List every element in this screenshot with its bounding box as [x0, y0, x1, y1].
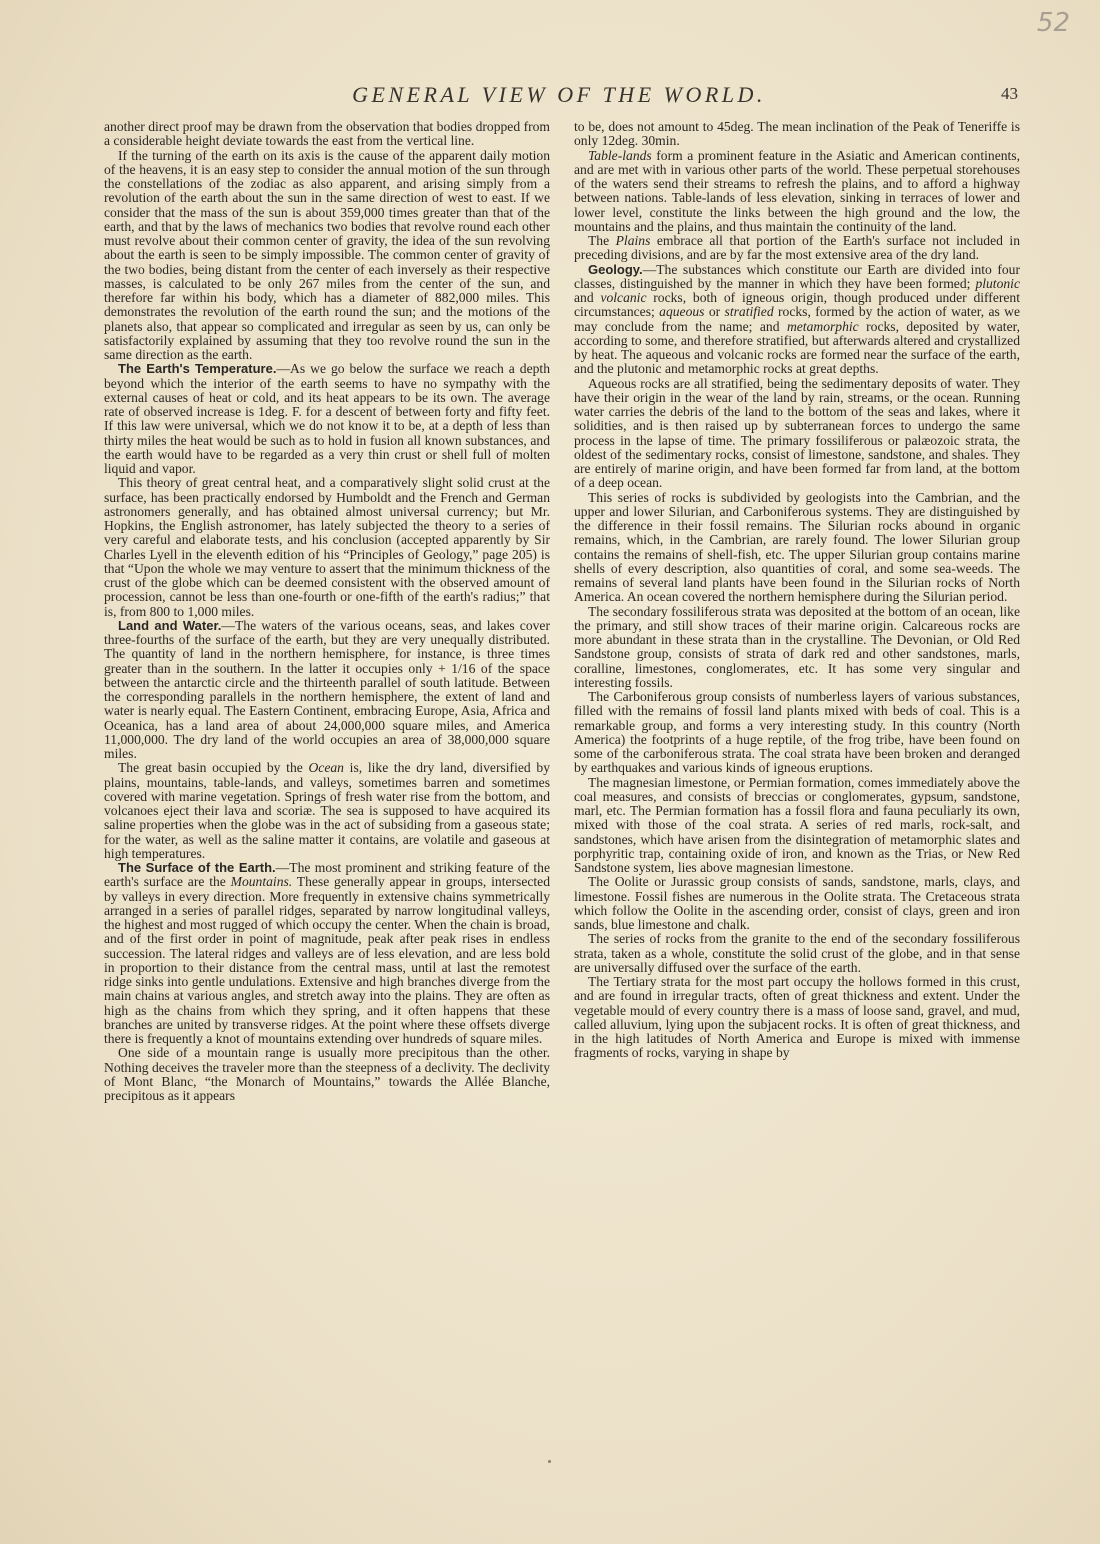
italic-term: plutonic: [975, 275, 1020, 291]
paragraph-text: These generally appear in groups, intersected by valleys in every direction. More frequently in extensive chains symmetrically arranged in a series of parallel ridges, separated by narrow longitudinal valleys, the highest and most rugged of which occupy the center. When the chain is broad, and of the first order in point of magnitude, peak after peak rises in endless succession. The lateral ridges and valleys are of less elevation, and are less bold in proportion to their distance from the central mass, until at last the remotest ridge sinks into gentle undulations. Extensive and high branches diverge from the main chains at various angles, and stretch away into the plains. They are often as high as the chains from which they spring, and it often happens that these branches are united by transverse ridges. At the point where these offsets diverge there is frequently a knot of mountains extending over hundreds of square miles.: [104, 874, 550, 1046]
paragraph: [574, 234, 1020, 263]
page-number: 43: [1001, 84, 1018, 103]
paragraph: [104, 362, 550, 476]
italic-term: aqueous: [659, 304, 705, 320]
paragraph: The Oolite or Jurassic group consists of sands, sandstone, marls, clays, and limestone. Fossil fishes are numerous in the Oolite strata. The Cretaceous strata which follow the Oolite in the ascending order, consist of clays, green and iron sands, blue limestone and chalk.: [574, 874, 1020, 932]
paragraph-text: rocks, deposited by water, according to some, and therefore stratified, but afterwards altered and crystallized by heat. The aqueous and volcanic rocks are formed near the surface of the earth, and the plutonic and metamorphic rocks at great depths.: [574, 318, 1020, 377]
italic-term: volcanic: [600, 290, 647, 305]
pencil-page-annotation: 52: [1036, 8, 1070, 38]
left-column: [104, 120, 550, 1410]
paragraph-text: is, like the dry land, diversified by plains, mountains, table-lands, and valleys, sometimes barren and sometimes covered with marine vegetation. Springs of fresh water rise from the bottom, and volcanoes eject their lava and scoriæ. The sea is supposed to have acquired its saline properties when the globe was in the act of subsiding from a gaseous state; for the water, as well as the saline matter it contains, are volatile and gaseous at high temperatures.: [104, 760, 550, 861]
paragraph: The magnesian limestone, or Permian formation, comes immediately above the coal measures, and consists of breccias or conglomerates, gypsum, sandstone, marl, etc. The Permian formation has a fossil flora and fauna peculiarly its own, mixed with those of the coal strata. A series of red marls, rock-salt, and sandstones, which have arisen from the disintegration of metamorphic slates and porphyritic trap, containing oxide of iron, and known as the Trias, or New Red Sandstone system, lies above magnesian limestone.: [574, 774, 1020, 875]
paragraph-text: The: [588, 233, 616, 248]
italic-term: metamorphic: [786, 318, 859, 334]
section-heading-geology: Geology.: [588, 261, 643, 277]
paragraph: another direct proof may be drawn from the observation that bodies dropped from a considerable height deviate towards the east from the vertical line.: [104, 120, 550, 149]
paragraph: [104, 619, 550, 762]
paragraph: [574, 149, 1020, 235]
paragraph: to be, does not amount to 45deg. The mean inclination of the Peak of Teneriffe is only 12deg. 30min.: [574, 120, 1020, 149]
italic-term: Mountains.: [230, 874, 293, 890]
running-title: GENERAL VIEW OF THE WORLD.: [352, 82, 766, 107]
paragraph: Aqueous rocks are all stratified, being the sedimentary deposits of water. They have their origin in the wear of the land by rain, streams, or the ocean. Running water carries the debris of the land to the bottom of the seas and lakes, where it solidities, and is then raised up by subterranean forces to undergo the same process in the lapse of time. The primary fossiliferous or palæozoic strata, the oldest of the sedimentary rocks, consist of limestone, sandstone, and shales. They are entirely of marine origin, and have been formed far from land, at the bottom of a deep ocean.: [574, 375, 1020, 491]
paragraph-text: rocks, formed by the action of water, as we may conclude from the name; and: [574, 304, 1020, 334]
paragraph-text: —As we go below the surface we reach a depth beyond which the interior of the earth seems to have no sympathy with the external causes of heat or cold, and its heat appears to be its own. The average rate of observed increase is 1deg. F. for a descent of between forty and fifty feet. If this law were universal, which we do not know it to be, at a depth of less than thirty miles the heat would be such as to hold in fusion all known substances, and the earth would have to be regarded as a very thin crust or shell full of molten liquid and vapor.: [104, 361, 550, 476]
paragraph: The Tertiary strata for the most part occupy the hollows formed in this crust, and are found in irregular tracts, often of great thickness and extent. Under the vegetable mould of every country there is a mass of loose sand, gravel, and mud, called alluvium, lying upon the subjacent rocks. It is often of great thickness, and in the high latitudes of North America and Europe is mixed with immense fragments of rocks, varying in shape by: [574, 974, 1020, 1061]
italic-term: Plains: [615, 233, 651, 248]
paragraph-text: —The most prominent and striking feature of the earth's surface are the: [104, 860, 550, 890]
section-heading-surface: The Surface of the Earth.: [118, 860, 276, 875]
paragraph-text: —The waters of the various oceans, seas, and lakes cover three-fourths of the surface of the earth, but they are very unequally distributed. The quantity of land in the northern hemisphere, for instance, is three times greater than in the southern. In the latter it occupies only + 1/16 of the space between the antarctic circle and the thirteenth parallel of south latitude. Between the corresponding parallels in the northern hemisphere, the extent of land and water is nearly equal. The Eastern Continent, embracing Europe, Asia, Africa and Oceanica, has a land area of about 24,000,000 square miles, and America 11,000,000. The dry land of the world occupies an area of 38,000,000 square miles.: [104, 617, 550, 761]
paragraph-text: embrace all that portion of the Earth's surface not included in preceding divisions, and are by far the most extensive area of the dry land.: [574, 233, 1020, 263]
paragraph-text: —The substances which constitute our Earth are divided into four classes, distinguished by the manner in which they have been formed;: [574, 261, 1020, 291]
paragraph-text: rocks, both of igneous origin, though produced under different circumstances;: [574, 290, 1020, 320]
section-heading-temperature: The Earth's Temperature.: [118, 361, 277, 377]
paragraph: The series of rocks from the granite to the end of the secondary fossiliferous strata, taken as a whole, constitute the solid crust of the globe, and in that sense are universally diffused over the surface of the earth.: [574, 931, 1020, 975]
text-columns: [104, 120, 1020, 1410]
right-column: [574, 120, 1020, 1410]
paragraph-text: or: [704, 304, 725, 320]
section-heading-land-water: Land and Water.: [118, 617, 222, 633]
paragraph-text: form a prominent feature in the Asiatic and American continents, and are met with in various other parts of the world. These perpetual storehouses of the waters send their streams to refresh the plains, and to afford a highway between nations. Table-lands of less elevation, sinking in terraces of lower and lower level, constitute the links between the high ground and the low, the mountains and the plains, and thus maintain the continuity of the land.: [574, 147, 1020, 234]
paragraph-text: and: [574, 290, 601, 305]
paragraph: The secondary fossiliferous strata was deposited at the bottom of an ocean, like the primary, and still show traces of their marine origin. Calcareous rocks are more abundant in these strata than in the crystalline. The Devonian, or Old Red Sandstone group, consists of strata of dark red and other sandstones, marls, coralline, limestones, conglomerates, etc. It has some very singular and interesting fossils.: [574, 603, 1020, 690]
paragraph: If the turning of the earth on its axis is the cause of the apparent daily motion of the heavens, it is an easy step to consider the annual motion of the sun through the constellations of the zodiac as also apparent, and arising simply from a revolution of the earth about the sun in the same direction of west to east. If we consider that the mass of the sun is about 359,000 times greater than that of the earth, and that by the laws of mechanics two bodies that revolve round each other must revolve about their common center of gravity, the idea of the sun revolving about the earth is seen to be simply impossible. The common center of gravity of the two bodies, being distant from the center of each inversely as their respective masses, is calculated to be only 267 miles from the center of the sun, and therefore far within his body, which has a diameter of 882,000 miles. This demonstrates the revolution of the earth round the sun; and the motions of the planets also, that appear so complicated and irregular as seen by us, can only be satisfactorily explained by assuming that they too revolve round the sun in the same direction as the earth.: [104, 147, 550, 362]
paragraph-text: The great basin occupied by the: [118, 760, 309, 776]
running-header: [100, 82, 1018, 110]
paragraph: [104, 861, 550, 1046]
paragraph: [104, 761, 550, 861]
paragraph: [574, 263, 1020, 377]
italic-term: stratified: [724, 304, 774, 320]
italic-term: Table-lands: [588, 147, 652, 163]
paragraph: One side of a mountain range is usually more precipitous than the other. Nothing deceives the traveler more than the steepness of a declivity. The declivity of Mont Blanc, “the Monarch of Mountains,” towards the Allée Blanche, precipitous as it appears: [104, 1045, 550, 1103]
paragraph: The Carboniferous group consists of numberless layers of various substances, filled with the remains of fossil land plants mixed with beds of coal. This is a remarkable group, and forms a very interesting study. In this country (North America) the footprints of a huge reptile, of the frog tribe, have been found on some of the carboniferous strata. The coal strata have been broken and deranged by earthquakes and various kinds of igneous eruptions.: [574, 689, 1020, 776]
paragraph: This theory of great central heat, and a comparatively slight solid crust at the surface, has been practically endorsed by Humboldt and the French and German astronomers generally, and has obtained almost universal currency; but Mr. Hopkins, the English astronomer, has lately subjected the theory to a series of very careful and elaborate tests, and his conclusion (accepted apparently by Sir Charles Lyell in the eleventh edition of his “Principles of Geology,” page 205) is that “Upon the whole we may venture to assert that the minimum thickness of the crust of the globe which can be deemed consistent with the observed amount of procession, cannot be less than one-fourth or one-fifth of the earth's radius;” that is, from 800 to 1,000 miles.: [104, 475, 550, 619]
paragraph: This series of rocks is subdivided by geologists into the Cambrian, and the upper and lower Silurian, and Carboniferous systems. They are distinguished by the difference in their fossil remains. The Silurian rocks abound in organic remains, which, in the Cambrian, are rarely found. The lower Silurian group contains the remains of shell-fish, etc. The upper Silurian group contains marine shells of every description, also quantities of coral, and some sea-weeds. The remains of several land plants have been found in the Silurian rocks of North America. An ocean covered the northern hemisphere during the Silurian period.: [574, 489, 1020, 605]
italic-term: Ocean: [308, 760, 344, 776]
paper-speck: [548, 1460, 551, 1463]
